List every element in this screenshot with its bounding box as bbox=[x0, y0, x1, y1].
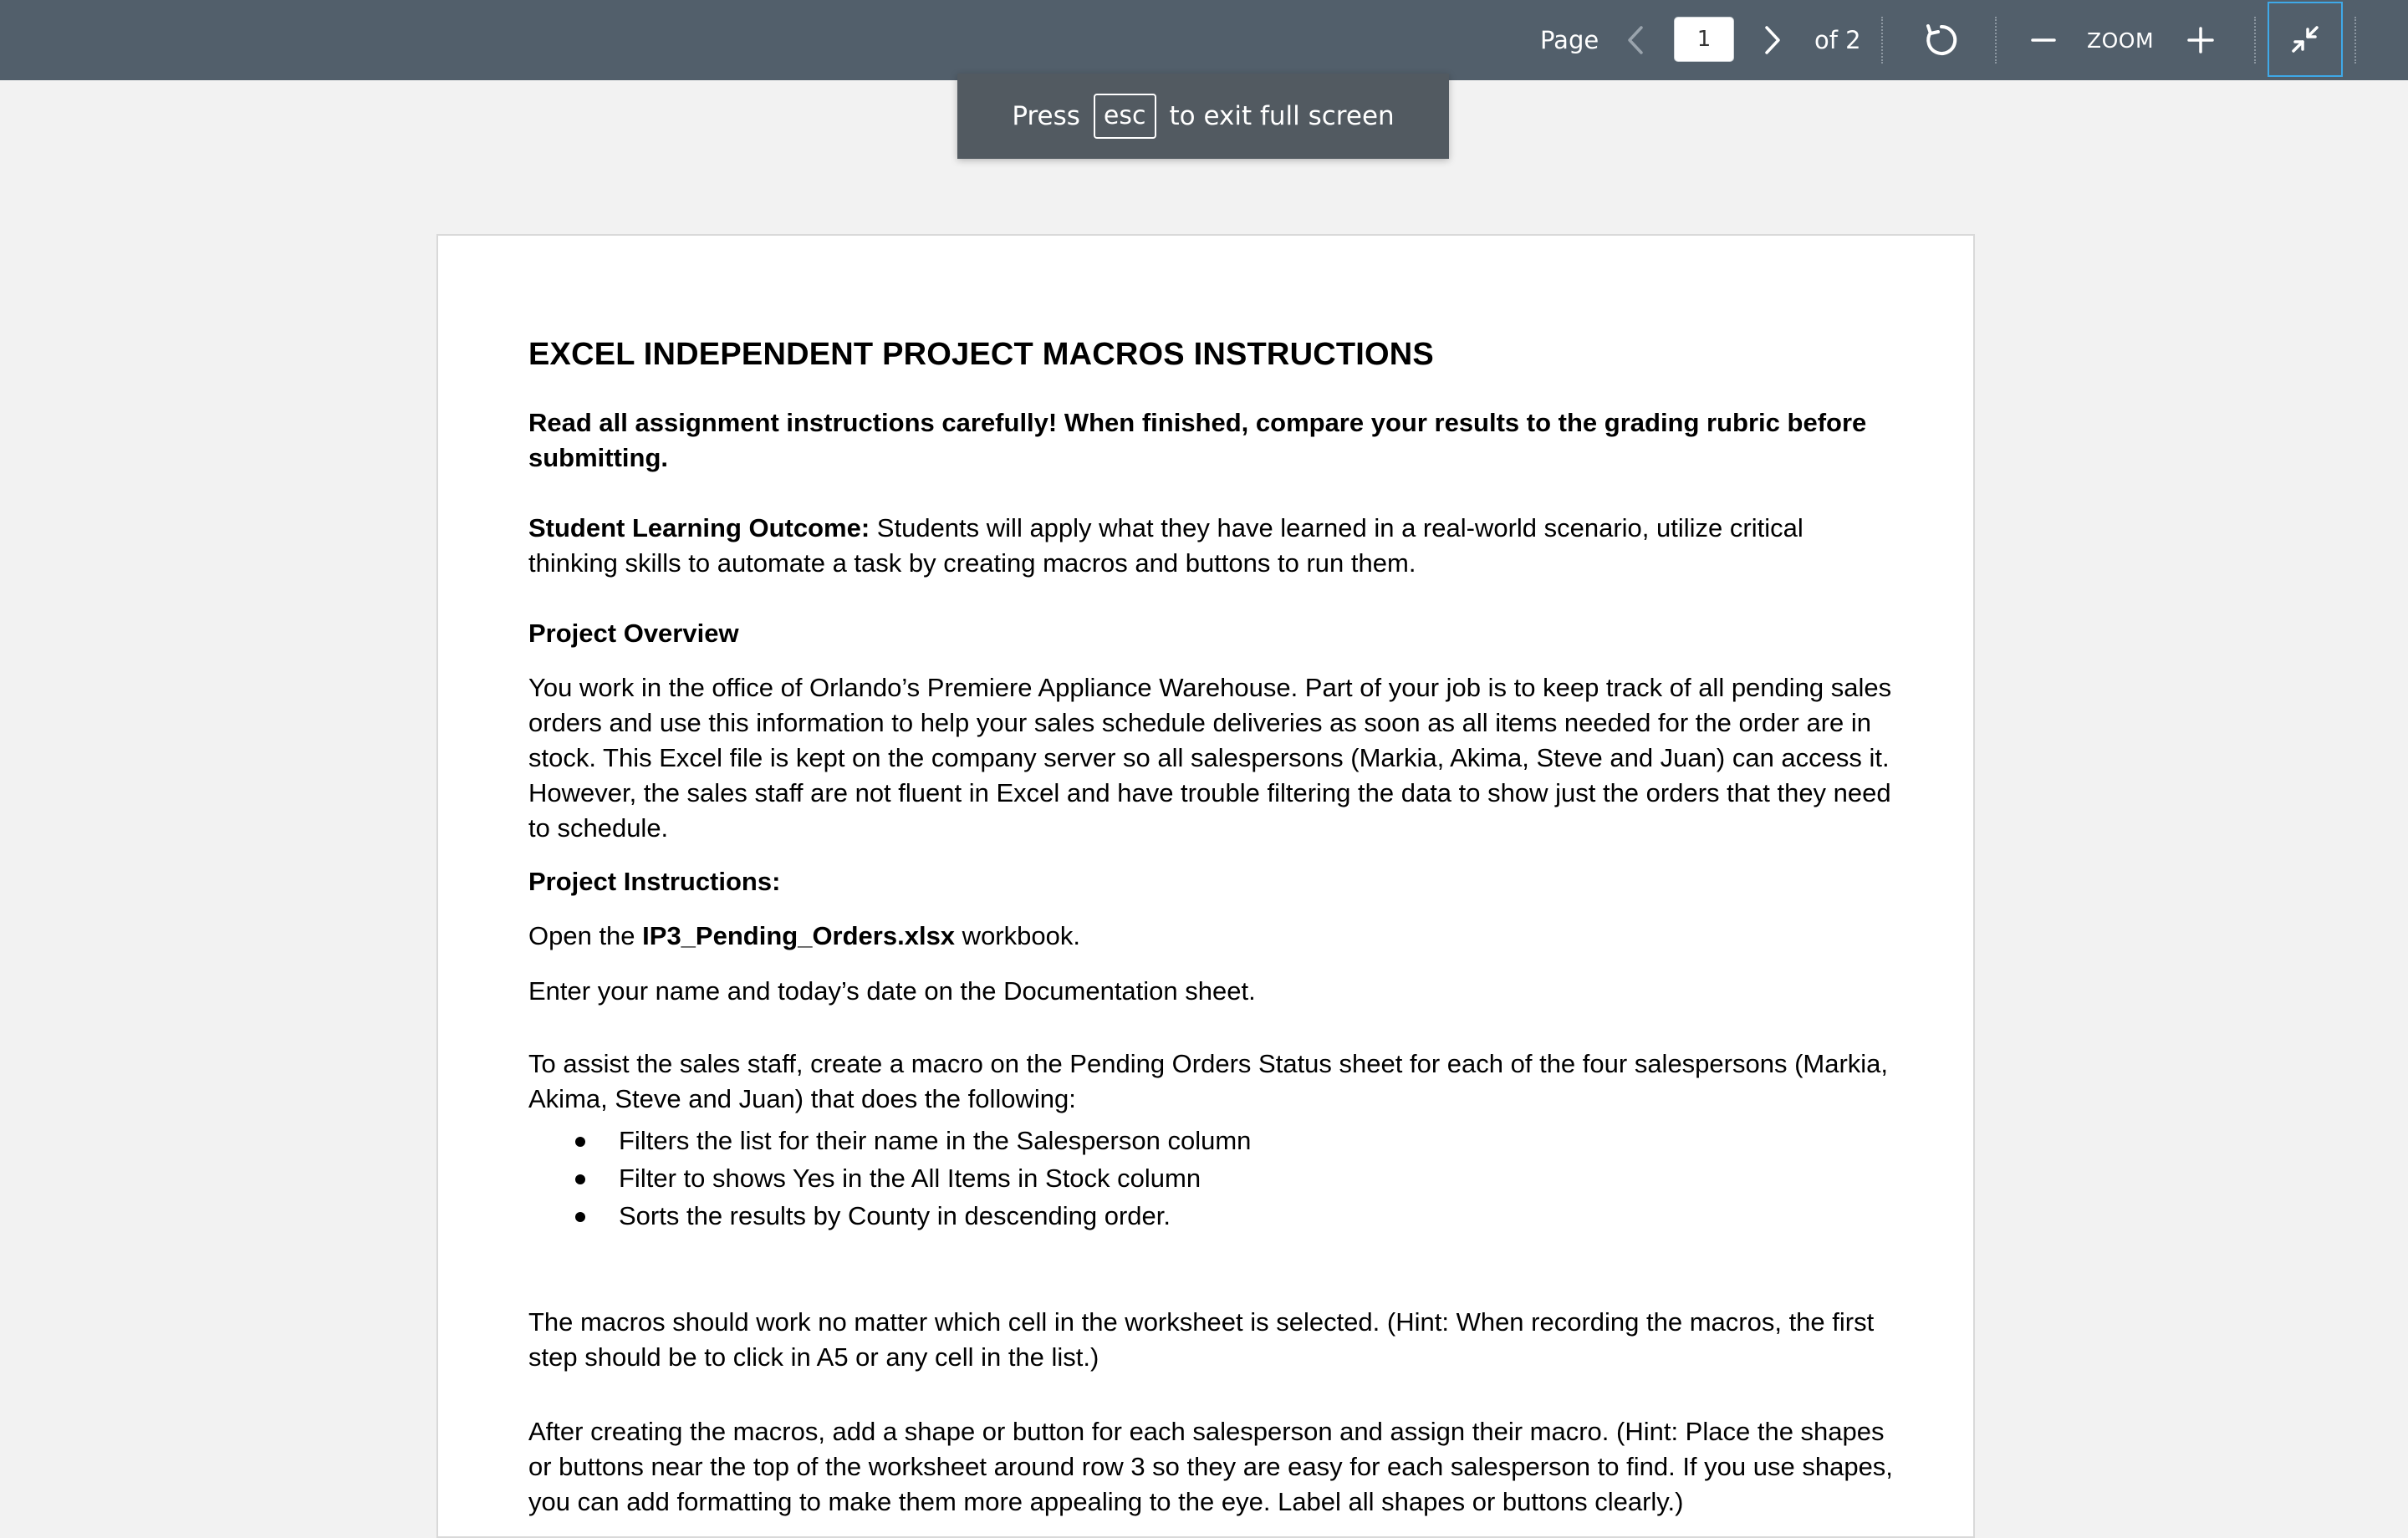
rotate-button[interactable] bbox=[1918, 17, 1965, 64]
zoom-out-button[interactable] bbox=[2023, 17, 2064, 64]
page-count-label: of 2 bbox=[1814, 26, 1861, 54]
minus-icon bbox=[2030, 27, 2057, 53]
list-item: Sorts the results by County in descending order. bbox=[528, 1197, 1900, 1235]
chevron-left-icon bbox=[1625, 25, 1645, 55]
open-workbook-instruction bbox=[528, 919, 1900, 954]
list-item: Filter to shows Yes in the All Items in Stock column bbox=[528, 1159, 1900, 1197]
plus-icon bbox=[2186, 26, 2215, 54]
fullscreen-notice-suffix: to exit full screen bbox=[1169, 101, 1395, 131]
project-instructions-heading: Project Instructions: bbox=[528, 867, 781, 896]
macro-note: The macros should work no matter which cell in the worksheet is selected. (Hint: When recording the macros, the first step should be to click in A5 or any cell in the list.) bbox=[528, 1307, 1875, 1372]
fullscreen-notice bbox=[957, 74, 1449, 159]
next-page-button[interactable] bbox=[1756, 18, 1789, 62]
instructions-warning: Read all assignment instructions carefully! When finished, compare your results to the grading rubric before submitting. bbox=[528, 408, 1867, 472]
workbook-filename: IP3_Pending_Orders.xlsx bbox=[642, 921, 956, 950]
exit-fullscreen-button[interactable] bbox=[2268, 2, 2343, 77]
document-title: EXCEL INDEPENDENT PROJECT MACROS INSTRUCTIONS bbox=[528, 337, 1434, 372]
learning-outcome bbox=[528, 511, 1900, 581]
project-overview-text: You work in the office of Orlando’s Premiere Appliance Warehouse. Part of your job is to keep track of all pending sales orders and use this information to help your sales schedule deliveries as soon as all items needed for the order are in stock. This Excel file is kept on the company server so all salespersons (Markia, Akima, Steve and Juan) can access it. However, the sales staff are not fluent in Excel and have trouble filtering the data to show just the orders that they need to schedule. bbox=[528, 673, 1892, 843]
toolbar-divider bbox=[1995, 17, 1997, 64]
fullscreen-notice-prefix: Press bbox=[1012, 101, 1080, 131]
esc-key-badge: esc bbox=[1094, 94, 1156, 139]
toolbar-divider bbox=[1881, 17, 1883, 64]
project-overview-heading: Project Overview bbox=[528, 619, 739, 648]
buttons-note: After creating the macros, add a shape or button for each salesperson and assign their macro. (Hint: Place the shapes or buttons near the top of the worksheet around row 3 so they are easy for each salesperson to find. If you use shapes, you can add formatting to make them more appealing to the eye. Label all shapes or buttons clearly.) bbox=[528, 1417, 1893, 1516]
macro-intro: To assist the sales staff, create a macro on the Pending Orders Status sheet for each of the four salespersons (Markia, Akima, Steve and Juan) that does the following: bbox=[528, 1049, 1889, 1113]
toolbar-divider bbox=[2254, 17, 2256, 64]
document-page bbox=[436, 234, 1975, 1538]
learning-outcome-label: Student Learning Outcome: bbox=[528, 513, 870, 542]
previous-page-button[interactable] bbox=[1619, 18, 1652, 62]
zoom-label: ZOOM bbox=[2087, 28, 2155, 53]
zoom-in-button[interactable] bbox=[2181, 17, 2221, 64]
open-suffix: workbook. bbox=[955, 921, 1080, 950]
macro-steps-list bbox=[528, 1122, 1900, 1235]
rotate-icon bbox=[1924, 23, 1959, 58]
open-prefix: Open the bbox=[528, 921, 643, 950]
pdf-toolbar bbox=[0, 0, 2408, 80]
learning-outcome-text: Students will apply what they have learned in a real-world scenario, utilize critical thinking skills to automate a task by creating macros and buttons to run them. bbox=[528, 513, 1803, 578]
toolbar-divider bbox=[2354, 17, 2356, 64]
enter-name-instruction: Enter your name and today’s date on the Documentation sheet. bbox=[528, 976, 1256, 1006]
list-item: Filters the list for their name in the Salesperson column bbox=[528, 1122, 1900, 1159]
exit-fullscreen-icon bbox=[2288, 23, 2322, 56]
page-number-input[interactable] bbox=[1674, 17, 1734, 62]
page-label: Page bbox=[1540, 26, 1599, 54]
chevron-right-icon bbox=[1763, 25, 1783, 55]
